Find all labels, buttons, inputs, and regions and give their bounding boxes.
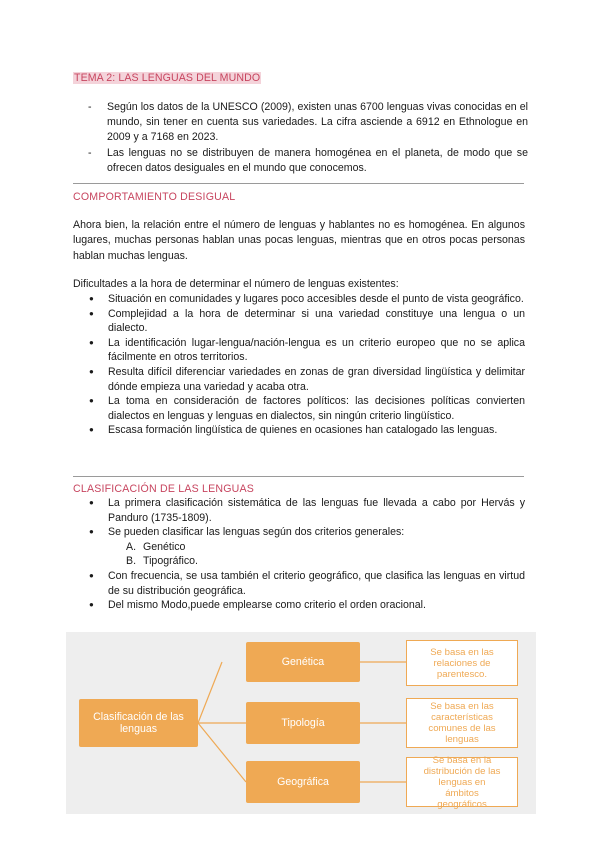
section-heading-clasificacion: CLASIFICACIÓN DE LAS LENGUAS: [73, 483, 255, 495]
diagram-desc-genetica: [406, 640, 518, 686]
diagram-root-label: Clasificación de las lenguas: [93, 710, 184, 735]
list-item: ● Del mismo Modo,puede emplearse como criterio el orden oracional.: [89, 598, 525, 613]
list-item: ● Resulta difícil diferenciar variedades en zonas de gran diversidad lingüística y delimitar dónde empieza una variedad y acaba otra.: [89, 365, 525, 394]
intro-list: [88, 100, 528, 176]
diagram-desc-text: Se basa en las relaciones de parentesco.: [430, 646, 494, 680]
list-item: ● Complejidad a la hora de determinar si una variedad constituye una lengua o un dialecto.: [89, 307, 525, 336]
section-divider: [73, 476, 524, 477]
diagram-node-genetica: [246, 642, 360, 682]
diagram-node-geografica: [246, 761, 360, 803]
classification-diagram: [66, 632, 536, 814]
criteria-label: Genético: [143, 540, 186, 553]
section-heading-comportamiento: COMPORTAMIENTO DESIGUAL: [73, 191, 236, 203]
criteria-marker: B.: [126, 555, 137, 568]
diagram-node-tipologia: [246, 702, 360, 744]
diagram-desc-text: Se basa en las características comunes de las lenguas: [428, 701, 496, 745]
diagram-node-label: Genética: [281, 655, 325, 668]
section-divider: [73, 183, 524, 184]
criteria-label: Tipográfico.: [143, 555, 198, 568]
difficulties-intro: Dificultades a la hora de determinar el número de lenguas existentes:: [73, 278, 399, 290]
diagram-node-label: Geográfica: [277, 775, 329, 788]
diagram-desc-tipologia: [406, 698, 518, 748]
connector-root-genetica: [198, 662, 222, 723]
criteria-marker: A.: [126, 540, 137, 553]
criteria-list: [108, 540, 525, 569]
intro-item: - Las lenguas no se distribuyen de manera homogénea en el planeta, de modo que se ofrecen datos desiguales en el mundo que conocemos.: [88, 146, 528, 176]
list-item: ● Situación en comunidades y lugares poco accesibles desde el punto de vista geográfico.: [89, 292, 525, 307]
diagram-desc-geografica: [406, 754, 518, 810]
list-item: [89, 525, 525, 569]
intro-item: - Según los datos de la UNESCO (2009), existen unas 6700 lenguas vivas conocidas en el mundo, sin tener en cuenta sus variedades. La cifra asciende a 6912 en Ethnologue en 2009 y a 7168 en 2023.: [88, 100, 528, 146]
page-title: TEMA 2: LAS LENGUAS DEL MUNDO: [74, 72, 261, 84]
difficulties-list: [89, 292, 525, 438]
classification-list: [89, 496, 525, 613]
connector-root-geografica: [198, 723, 246, 782]
criteria-item: [126, 540, 525, 555]
diagram-desc-text: Se basa en la distribución de las lenguas en ámbitos geográficos: [423, 754, 501, 810]
diagram-root-node: [79, 699, 198, 747]
list-item-text: Se pueden clasificar las lenguas según dos criterios generales:: [108, 526, 405, 539]
criteria-item: [126, 554, 525, 569]
list-item: ● La identificación lugar-lengua/nación-lengua es un criterio europeo que no se aplica fácilmente en otros territorios.: [89, 336, 525, 365]
diagram-node-label: Tipología: [281, 716, 325, 729]
list-item: ● La toma en consideración de factores políticos: las decisiones políticas convierten dialectos en lenguas y lenguas en dialectos, sin ningún criterio lingüístico.: [89, 394, 525, 423]
list-item: ● Con frecuencia, se usa también el criterio geográfico, que clasifica las lenguas en virtud de su distribución geográfica.: [89, 569, 525, 598]
intro-paragraph: Ahora bien, la relación entre el número de lenguas y hablantes no es homogénea. En algunos lugares, muchas personas hablan unas pocas lenguas, mientras que en otros pocas personas hablan muchas lenguas.: [73, 219, 525, 262]
list-item: ● La primera clasificación sistemática de las lenguas fue llevada a cabo por Hervás y Panduro (1735-1809).: [89, 496, 525, 525]
list-item: ● Escasa formación lingüística de quienes en ocasiones han catalogado las lenguas.: [89, 423, 525, 438]
